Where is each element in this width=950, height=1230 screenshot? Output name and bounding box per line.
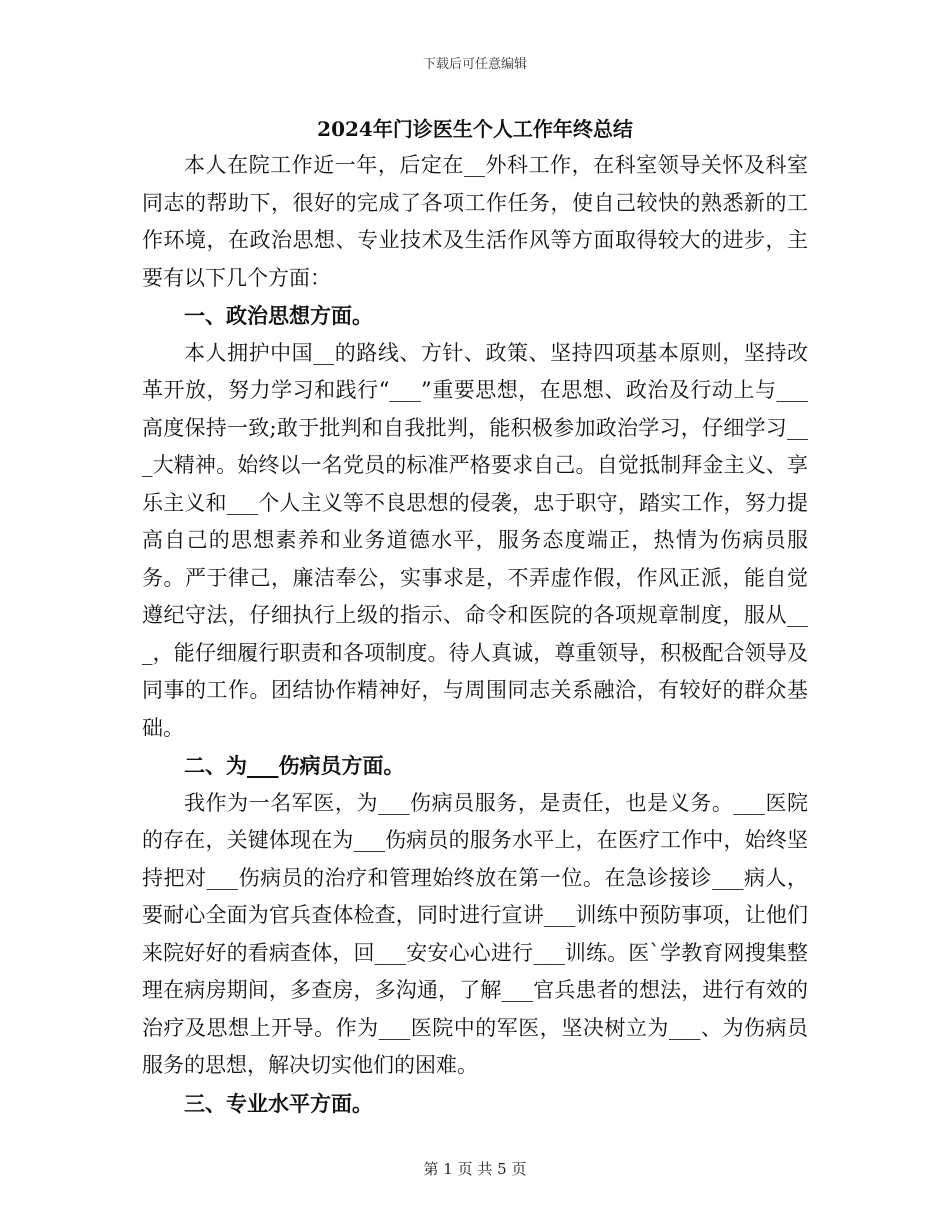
section-heading-professional: 三、专业水平方面。 — [184, 1090, 373, 1116]
page-footer: 第 1 页 共 5 页 — [423, 1160, 527, 1178]
header-note: 下载后可任意编辑 — [422, 57, 527, 72]
patients-paragraph: 我作为一名军医，为___伤病员服务，是责任，也是义务。___医院的存在，关键体现在为___伤病员的服务水平上，在医疗工作中，始终坚持把对___伤病员的治疗和管理始终放在第一位。在急诊接诊___病人，要耐心全面为官兵查体检查，同时进行宣讲___训练中预防事项，让他们来院好好的看病查体，回___安安心心进行___训练。医`学教育网搜集整理在病房期间，多查房，多沟通，了解___官兵患者的想法，进行有效的治疗及思想上开导。作为___医院中的军医，坚决树立为___、为伤病员服务的思想，解决切实他们的困难。 — [142, 790, 808, 1077]
document-body — [142, 147, 808, 1122]
document-title: 2024年门诊医生个人工作年终总结 — [317, 117, 633, 141]
political-paragraph: 本人拥护中国__的路线、方针、政策、坚持四项基本原则，坚持改革开放，努力学习和践行“___”重要思想，在思想、政治及行动上与___高度保持一致;敢于批判和自我批判，能积极参加政治学习，仔细学习___大精神。始终以一名党员的标准严格要求自己。自觉抵制拜金主义、享乐主义和___个人主义等不良思想的侵袭，忠于职守，踏实工作，努力提高自己的思想素养和业务道德水平，服务态度端正，热情为伤病员服务。严于律己，廉洁奉公，实事求是，不弄虚作假，作风正派，能自觉遵纪守法，仔细执行上级的指示、命令和医院的各项规章制度，服从___，能仔细履行职责和各项制度。待人真诚，尊重领导，积极配合领导及同事的工作。团结协作精神好，与周围同志关系融洽，有较好的群众基础。 — [142, 340, 808, 740]
section-heading-political: 一、政治思想方面。 — [184, 303, 373, 328]
intro-paragraph: 本人在院工作近一年，后定在__外科工作，在科室领导关怀及科室同志的帮助下，很好的完成了各项工作任务，使自己较快的熟悉新的工作环境，在政治思想、专业技术及生活作风等方面取得较大的进步，主要有以下几个方面： — [142, 153, 808, 290]
section-heading-patients: 二、为___伤病员方面。 — [184, 753, 405, 778]
